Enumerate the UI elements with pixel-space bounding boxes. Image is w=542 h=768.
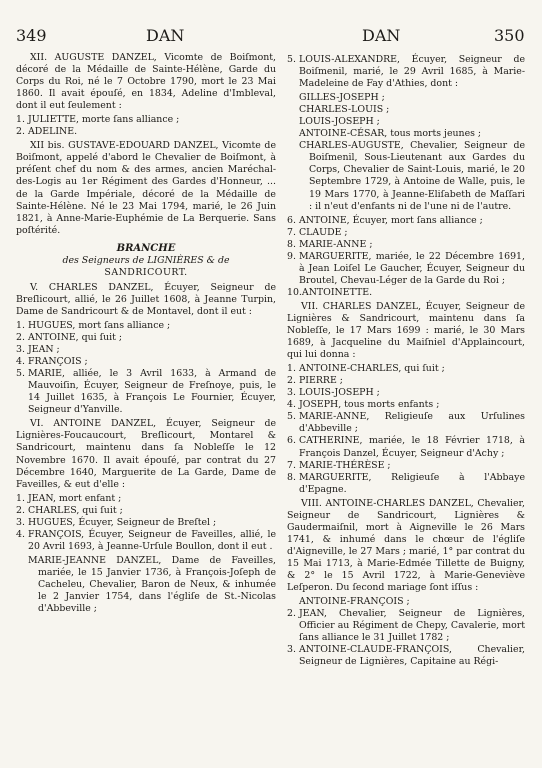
right-page-number: 350 [494,26,525,45]
children-list-continued [287,54,525,90]
list-item-text: JEAN, Chevalier, Seigneur de Lignières, Officier au Régiment de Chepy, Cavalerie, mort ſans alliance le 31 Juillet 1782 ; [299,608,525,644]
grandchildren-list-vi [28,555,276,615]
children-list-vii [287,363,525,496]
list-item [287,387,525,399]
list-item-number: 3. [287,644,296,656]
list-item-number: 4. [16,356,25,368]
sub-list-item: LOUIS-JOSEPH ; [299,116,380,128]
list-item-text: JEAN, mort enfant ; [28,492,122,504]
list-item-text: ANTOINE-CHARLES, qui ſuit ; [299,363,445,375]
list-item [287,375,525,387]
list-item-text: CLAUDE ; [299,226,348,238]
list-item-text: MARGUERITE, mariée, le 22 Décembre 1691, à Jean Loiſel Le Gaucher, Écuyer, Seigneur du Broutel, Chevau-Léger de la Garde du Roi ; [299,250,525,286]
list-item [287,239,525,251]
children-list-v [16,320,276,416]
list-item-number: 4. [287,399,296,411]
entry-viii: VIII. ANTOINE-CHARLES DANZEL, Chevalier, Seigneur de Sandricourt, Lignières & Gaudermaiſnil, mort à Aigneville le 26 Mars 1741, & inhumé dans le chœur de l'égliſe d'Aigneville, le 27 Mars ; marié, 1° par contrat du 15 Mai 1713, à Marie-Edmée Tillette de Buigny, & 2° le 15 Avril 1722, à Marie-Geneviève Leſperon. Du ſecond mariage ſont iſſus : [287,497,525,594]
list-item [16,517,276,529]
branch-subtitle-line2: SANDRICOURT. [104,266,188,278]
list-item-number: 1. [16,319,25,331]
list-item-text: ANTOINE, qui ſuit ; [28,332,123,344]
list-item-text: ADELINE. [28,126,78,138]
list-item-text: ANTOINETTE. [301,286,373,298]
branch-title: BRANCHE [116,242,176,254]
list-item-text: PIERRE ; [299,375,343,387]
list-item [287,596,525,608]
list-item [287,608,525,644]
list-item-number: 6. [287,214,296,226]
list-item-number: 7. [287,459,296,471]
list-item [287,435,525,459]
sub-list-item: CHARLES-LOUIS ; [299,104,390,116]
list-item-text: ANTOINE-CLAUDE-FRANÇOIS, Chevalier, Seigneur de Lignières, Capitaine au Régi- [299,644,525,668]
list-item-text: CATHERINE, mariée, le 18 Février 1718, à François Danzel, Écuyer, Seigneur d'Achy ; [299,435,525,459]
list-item [16,320,276,332]
entry-vii: VII. CHARLES DANZEL, Écuyer, Seigneur de Lignières & Sandricourt, maintenu dans ſa Nobleſſe, le 17 Mars 1699 : marié, le 30 Mars 1689, à Jacqueline du Maiſniel d'Applaincourt, qui lui donna : [287,300,525,361]
list-item [16,356,276,368]
left-page-number: 349 [16,26,47,45]
list-item-number: 2. [287,608,296,620]
list-item [287,472,525,496]
sub-list-item: MARIE-JEANNE DANZEL, Dame de Faveilles, mariée, le 15 Janvier 1736, à François-Joſeph de Cacheleu, Chevalier, Baron de Neux, & inhumée le 2 Janvier 1754, dans l'égliſe de St.-Nicolas d'Abbeville ; [28,554,276,615]
branch-subtitle: des Seigneurs de LIGNIÈRES & de [62,254,230,266]
list-item-number: 8. [287,471,296,483]
list-item-number: 4. [16,528,25,540]
list-item-number: 1. [16,114,25,126]
list-item-number: 2. [16,504,25,516]
entry-xii-bis: XII bis. GUSTAVE-EDOUARD DANZEL, Vicomte de Boiſmont, appelé d'abord le Chevalier de Boiſmont, à préſent chef du nom & des armes, ancien Maréchal-des-Logis au 1er Régiment des Gardes d'Honneur, ... de la Garde Impériale, décoré de la Médaille de Sainte-Hélène. Né le 23 Mai 1794, marié, le 26 Juin 1821, à Anne-Marie-Euphémie de La Berquerie. Sans poſtérité. [16,140,276,236]
list-item-number: 10. [287,286,302,298]
list-item-text: LOUIS-JOSEPH ; [299,387,380,399]
children-list-xii [16,114,276,138]
list-item-text: MARIE-ANNE ; [299,238,373,250]
list-item [287,363,525,375]
list-item-number: 5. [16,368,25,380]
entry-vi: VI. ANTOINE DANZEL, Écuyer, Seigneur de Lignières-Foucaucourt, Breſlicourt, Montarel & Sandricourt, maintenu dans ſa Nobleſſe le 12 Novembre 1670. Il avait épouſé, par contrat du 27 Décembre 1640, Marguerite de La Garde, Dame de Faveilles, & eut d'elle : [16,418,276,490]
list-item-text: MARGUERITE, Religieuſe à l'Abbaye d'Epagne. [299,471,525,495]
list-item-number: 2. [16,332,25,344]
list-item-number: 9. [287,250,296,262]
list-item-text: ANTOINE-FRANÇOIS ; [299,596,410,608]
sub-list-item: CHARLES-AUGUSTE, Chevalier, Seigneur de Boiſmenil, Sous-Lieutenant aux Gardes du Corps, Chevalier de Saint-Louis, marié, le 20 Septembre 1729, à Antoine de Walle, puis, le 19 Mars 1770, à Jeanne-Eliſabeth de Maſſari : il n'eut d'enfants ni de l'une ni de l'autre. [299,140,525,212]
list-item [16,126,276,138]
list-item-number: 5. [287,54,296,65]
children-list-vi [16,493,276,553]
right-running-head: DAN [362,26,401,45]
entry-v: V. CHARLES DANZEL, Écuyer, Seigneur de Breſlicourt, allié, le 26 Juillet 1608, à Jeanne Turpin, Dame de Sandricourt & de Montavel, dont il eut : [16,281,276,317]
list-item-number: 5. [287,411,296,423]
list-item-number: 3. [16,344,25,356]
list-item-text: JEAN ; [28,344,60,356]
list-item [287,287,525,299]
left-running-head: DAN [146,26,185,45]
children-list-continued-2 [287,215,525,299]
list-item [287,411,525,435]
list-item-text: CHARLES, qui ſuit ; [28,504,123,516]
list-item-number: 2. [287,375,296,387]
list-item [287,215,525,227]
list-item-number [287,596,299,608]
grandchildren-list-boismenil [299,92,525,212]
list-item-number: 2. [16,126,25,138]
list-item-text: HUGUES, mort ſans alliance ; [28,319,171,331]
list-item-text: LOUIS-ALEXANDRE, Écuyer, Seigneur de Boiſmenil, marié, le 29 Avril 1685, à Marie-Madeleine de Fay d'Athies, dont : [299,54,525,90]
list-item [16,493,276,505]
list-item-number: 3. [16,516,25,528]
list-item-number: 1. [287,363,296,375]
list-item [287,460,525,472]
list-item-text: ANTOINE, Écuyer, mort ſans alliance ; [299,214,483,226]
right-column [287,52,525,670]
list-item-text: FRANÇOIS, Écuyer, Seigneur de Faveilles, allié, le 20 Avril 1693, à Jeanne-Urſule Boullon, dont il eut . [28,528,276,552]
list-item [287,644,525,668]
sub-list-item: GILLES-JOSEPH ; [299,92,385,104]
list-item [287,54,525,90]
list-item-number: 3. [287,387,296,399]
list-item [16,344,276,356]
list-item [287,399,525,411]
list-item-text: JOSEPH, tous morts enfants ; [299,399,440,411]
list-item [287,251,525,287]
list-item-number: 1. [16,492,25,504]
list-item [287,227,525,239]
sub-list-item: ANTOINE-CÉSAR, tous morts jeunes ; [299,128,482,140]
list-item-text: JULIETTE, morte ſans alliance ; [28,114,180,126]
list-item-text: FRANÇOIS ; [28,356,88,368]
list-item [16,368,276,416]
list-item-text: HUGUES, Écuyer, Seigneur de Breſtel ; [28,516,217,528]
list-item [16,332,276,344]
list-item-number: 7. [287,226,296,238]
list-item-text: MARIE-THÉRÈSE ; [299,459,391,471]
children-list-viii [287,596,525,668]
list-item [16,529,276,553]
list-item-number: 8. [287,238,296,250]
list-item [16,114,276,126]
list-item-number: 6. [287,435,296,447]
list-item [16,505,276,517]
list-item-text: MARIE, alliée, le 3 Avril 1633, à Armand de Mauvoiſin, Écuyer, Seigneur de Freſnoye, puis, le 14 Juillet 1635, à François Le Fournier, Écuyer, Seigneur d'Yanville. [28,368,276,416]
entry-xii: XII. AUGUSTE DANZEL, Vicomte de Boiſmont, décoré de la Médaille de Sainte-Hélène, Garde du Corps du Roi, né le 7 Octobre 1790, mort le 23 Mai 1860. Il avait épouſé, en 1834, Adeline d'Imbleval, dont il eut ſeulement : [16,52,276,112]
left-column [16,52,276,615]
list-item-text: MARIE-ANNE, Religieuſe aux Urſulines d'Abbeville ; [299,411,525,435]
